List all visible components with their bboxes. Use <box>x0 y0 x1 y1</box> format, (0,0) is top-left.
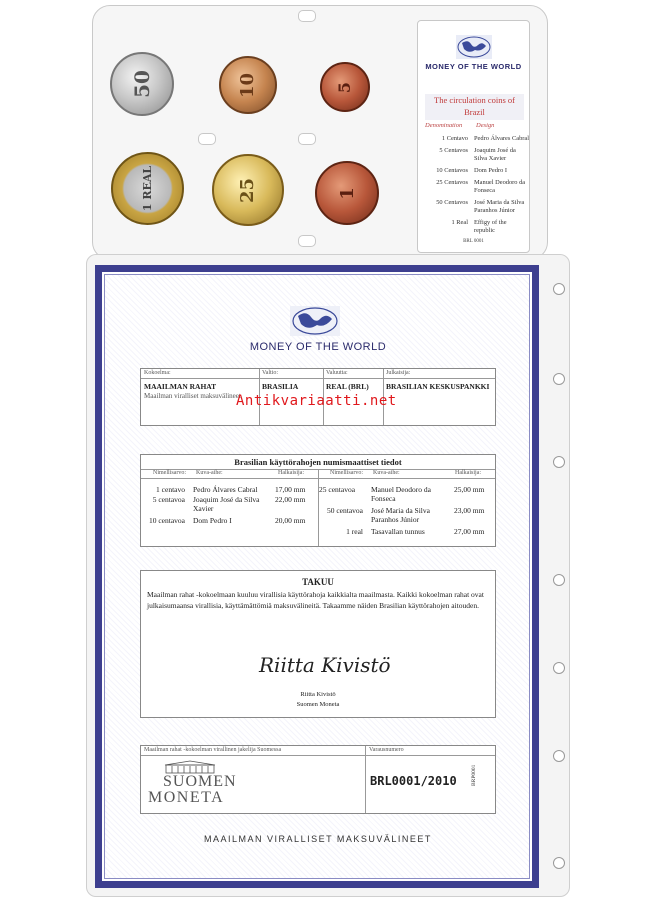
card-design: José Maria da Silva Paranhos Júnior <box>474 199 525 214</box>
card-code: BRL 0001 <box>463 239 484 244</box>
card-denomination: 5 Centavos <box>439 147 468 154</box>
currency-value: REAL (BRL) <box>326 382 369 391</box>
binder-hole <box>553 283 565 295</box>
serial-label: Varausnumero <box>369 747 404 753</box>
coin-1-centavo: 1 <box>315 161 379 225</box>
design-cell: Joaquim José da Silva Xavier <box>193 495 260 513</box>
holder-slot <box>298 133 316 145</box>
coin-10-centavos: 10 <box>219 56 277 114</box>
serial-number: BRL0001/2010 <box>370 774 457 788</box>
card-design: Effigy of the republic <box>474 219 507 234</box>
guarantee-box <box>140 570 496 718</box>
binder-hole <box>553 662 565 674</box>
certificate-brand: MONEY OF THE WORLD <box>249 341 387 353</box>
binder-hole <box>553 750 565 762</box>
diameter-cell: 20,00 mm <box>275 516 306 525</box>
table-title: Brasilian käyttörahojen numismaattiset tiedot <box>234 457 402 467</box>
certificate-footer-text: MAAILMAN VIRALLISET MAKSUVÄLINEET <box>204 834 432 844</box>
card-brand: MONEY OF THE WORLD <box>425 62 522 71</box>
card-denomination: 25 Centavos <box>436 179 468 186</box>
card-design: Joaquim José da Silva Xavier <box>474 147 516 162</box>
card-denomination: 50 Centavos <box>436 199 468 206</box>
col-nominal: Nimellisarvo: <box>153 470 186 476</box>
diameter-cell: 22,00 mm <box>275 495 306 504</box>
card-col-denomination: Denomination <box>425 122 463 129</box>
card-denomination: 1 Real <box>451 219 468 226</box>
design-cell: Manuel Deodoro da Fonseca <box>371 485 431 503</box>
binder-hole <box>553 456 565 468</box>
card-design: Manuel Deodoro da Fonseca <box>474 179 526 194</box>
currency-label: Valuutta: <box>326 370 348 376</box>
nominal-cell: 1 centavo <box>156 485 185 494</box>
col-design: Kuva-aihe: <box>373 470 400 476</box>
watermark-text: Antikvariaatti.net <box>236 393 397 409</box>
collection-value: MAAILMAN RAHAT <box>144 382 217 391</box>
coin-5-centavos: 5 <box>320 62 370 112</box>
holder-slot <box>198 133 216 145</box>
card-col-design: Design <box>476 122 495 129</box>
card-design: Dom Pedro I <box>474 167 508 174</box>
col-nominal: Nimellisarvo: <box>330 470 363 476</box>
binder-hole <box>553 574 565 586</box>
coin-info-card <box>417 20 530 253</box>
signer-name: Riitta Kivistö <box>300 691 336 698</box>
country-value: BRASILIA <box>262 382 299 391</box>
diameter-cell: 17,00 mm <box>275 485 306 494</box>
card-denomination: 1 Centavo <box>441 135 468 142</box>
nominal-cell: 50 centavoa <box>326 506 363 515</box>
holder-slot <box>298 235 316 247</box>
nominal-cell: 5 centavoa <box>152 495 185 504</box>
numismatic-table <box>140 454 496 547</box>
col-design: Kuva-aihe: <box>196 470 223 476</box>
design-cell: Dom Pedro I <box>193 516 232 525</box>
nominal-cell: 1 real <box>346 527 363 536</box>
diameter-cell: 23,00 mm <box>454 506 485 515</box>
design-cell: José Maria da Silva Paranhos Júnior <box>371 506 430 524</box>
nominal-cell: 10 centavoa <box>148 516 185 525</box>
diameter-cell: 25,00 mm <box>454 485 485 494</box>
signer-company: Suomen Moneta <box>296 701 340 708</box>
design-cell: Tasavallan tunnus <box>371 527 425 536</box>
guarantee-text: Maailman rahat -kokoelmaan kuuluu virallisia käyttörahoja kaikkialta maailmasta. Kaikki kokoelman rahat ovat julkaisumaansa virallisia, käyttämättömiä maksuvälineitä. Takaamme näiden Brasilian käyttörahojen aitouden. <box>147 590 484 610</box>
side-code: BRP0001 <box>471 764 477 786</box>
building-logo-icon <box>163 760 217 774</box>
globe-logo-icon <box>290 306 340 336</box>
issuer-label: Julkaisija: <box>386 370 411 376</box>
signature: Riitta Kivistö <box>259 653 391 677</box>
card-title: The circulation coins of Brazil <box>425 94 524 120</box>
holder-slot <box>298 10 316 22</box>
issuer-value: BRASILIAN KESKUSPANKKI <box>386 382 490 391</box>
coin-25-centavos: 25 <box>212 154 284 226</box>
binder-hole <box>553 857 565 869</box>
collection-subtitle: Maailman viralliset maksuvälineet <box>144 392 241 400</box>
globe-logo-icon <box>456 35 492 59</box>
card-denomination: 10 Centavos <box>436 167 468 174</box>
guarantee-title: TAKUU <box>302 577 334 587</box>
design-cell: Pedro Álvares Cabral <box>193 485 258 494</box>
col-diameter: Halkaisija: <box>278 470 304 476</box>
distributor-label: Maailman rahat -kokoelman virallinen jakelija Suomessa <box>144 747 282 753</box>
collection-label: Kokoelma: <box>144 370 171 376</box>
diameter-cell: 27,00 mm <box>454 527 485 536</box>
coin-50-centavos: 50 <box>110 52 174 116</box>
moneta-logo-top: SUOMEN <box>163 773 237 790</box>
card-design: Pedro Álvares Cabral <box>474 135 530 142</box>
distributor-box <box>140 745 496 814</box>
col-diameter: Halkaisija: <box>455 470 481 476</box>
binder-hole <box>553 373 565 385</box>
moneta-logo-bottom: MONETA <box>148 789 225 806</box>
country-label: Valtio: <box>262 370 278 376</box>
nominal-cell: 25 centavoa <box>319 485 356 494</box>
coin-1-real: 1 REAL <box>111 152 184 225</box>
